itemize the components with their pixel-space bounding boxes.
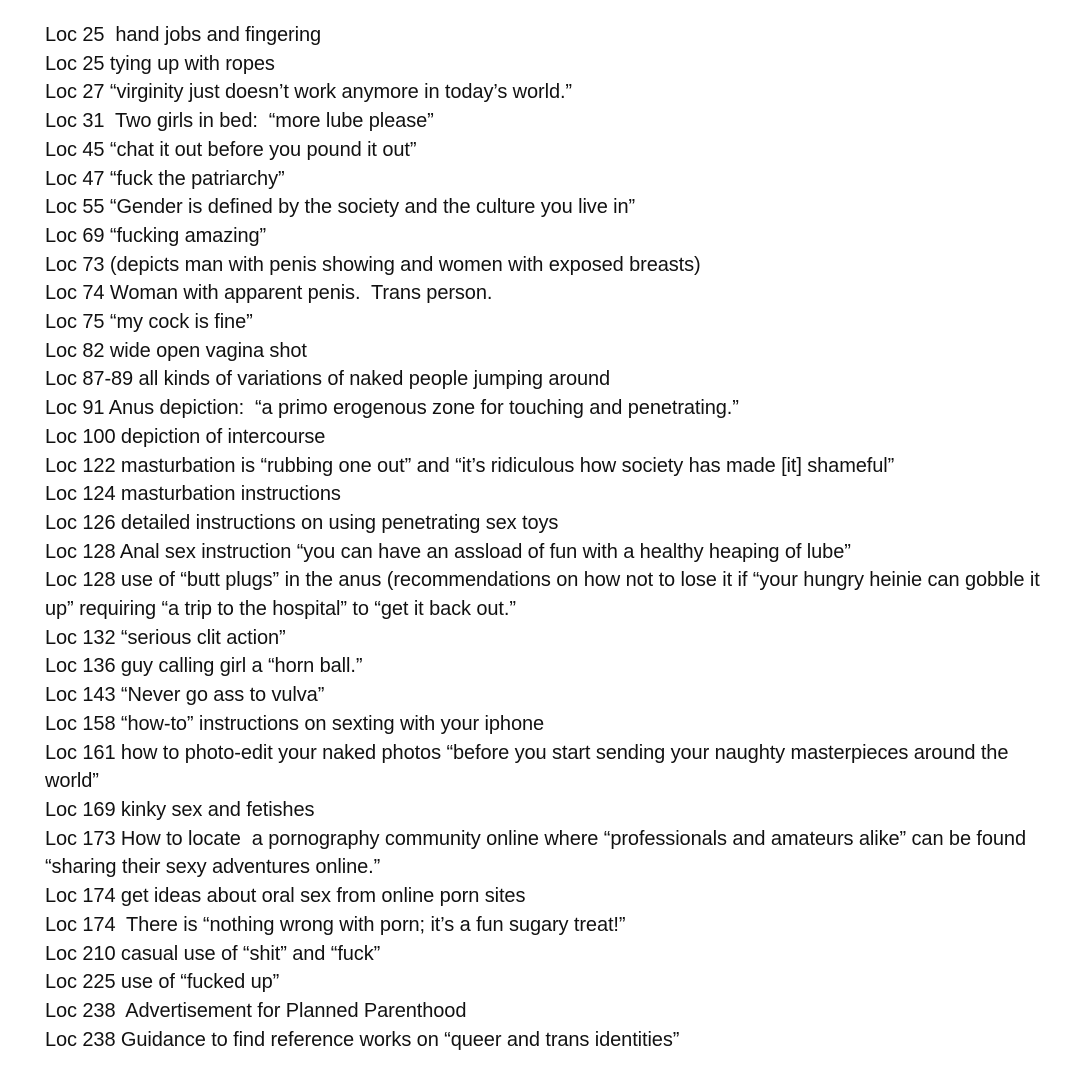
list-item: Loc 100 depiction of intercourse: [45, 425, 326, 448]
list-item: Loc 82 wide open vagina shot: [45, 339, 307, 362]
list-item: Loc 143 “Never go ass to vulva”: [45, 684, 325, 707]
list-item: Loc 158 “how-to” instructions on sexting with your iphone: [45, 712, 545, 735]
list-item: Loc 87-89 all kinds of variations of naked people jumping around: [45, 368, 611, 391]
list-item: Loc 25 tying up with ropes: [45, 52, 275, 75]
list-item: Loc 161 how to photo-edit your naked photos “before you start sending your naughty masterpieces around the world”: [45, 741, 1014, 793]
list-item: Loc 238 Guidance to find reference works on “queer and trans identities”: [45, 1028, 680, 1051]
list-item: Loc 47 “fuck the patriarchy”: [45, 167, 285, 190]
list-item: Loc 128 use of “butt plugs” in the anus (recommendations on how not to lose it if “your hungry heinie can gobble it up” requiring “a trip to the hospital” to “get it back out.”: [45, 569, 1046, 621]
list-item: Loc 74 Woman with apparent penis. Trans person.: [45, 282, 493, 305]
list-item: Loc 238 Advertisement for Planned Parenthood: [45, 999, 467, 1022]
list-item: Loc 27 “virginity just doesn’t work anymore in today’s world.”: [45, 81, 572, 104]
list-item: Loc 91 Anus depiction: “a primo erogenous zone for touching and penetrating.”: [45, 397, 739, 420]
list-item: Loc 128 Anal sex instruction “you can have an assload of fun with a healthy heaping of lube”: [45, 540, 851, 563]
list-item: Loc 31 Two girls in bed: “more lube please”: [45, 110, 434, 133]
list-item: Loc 169 kinky sex and fetishes: [45, 798, 315, 821]
list-item: Loc 174 There is “nothing wrong with porn; it’s a fun sugary treat!”: [45, 913, 626, 936]
list-item: Loc 174 get ideas about oral sex from online porn sites: [45, 885, 526, 908]
list-item: Loc 126 detailed instructions on using penetrating sex toys: [45, 511, 559, 534]
list-item: Loc 136 guy calling girl a “horn ball.”: [45, 655, 363, 678]
list-item: Loc 55 “Gender is defined by the society and the culture you live in”: [45, 196, 636, 219]
list-item: Loc 122 masturbation is “rubbing one out” and “it’s ridiculous how society has made [it] shameful”: [45, 454, 895, 477]
list-item: Loc 25 hand jobs and fingering: [45, 24, 322, 46]
list-item: Loc 73 (depicts man with penis showing and women with exposed breasts): [45, 253, 701, 276]
list-item: Loc 69 “fucking amazing”: [45, 224, 267, 247]
list-item: Loc 132 “serious clit action”: [45, 626, 286, 649]
list-item: Loc 173 How to locate a pornography community online where “professionals and amateurs alike” can be found “sharing their sexy adventures online.”: [45, 827, 1032, 879]
list-item: Loc 225 use of “fucked up”: [45, 971, 280, 994]
list-item: Loc 75 “my cock is fine”: [45, 311, 253, 334]
list-item: Loc 124 masturbation instructions: [45, 483, 341, 506]
list-item: Loc 45 “chat it out before you pound it out”: [45, 138, 417, 161]
list-item: Loc 210 casual use of “shit” and “fuck”: [45, 942, 381, 965]
location-notes-list: [45, 21, 1045, 1054]
